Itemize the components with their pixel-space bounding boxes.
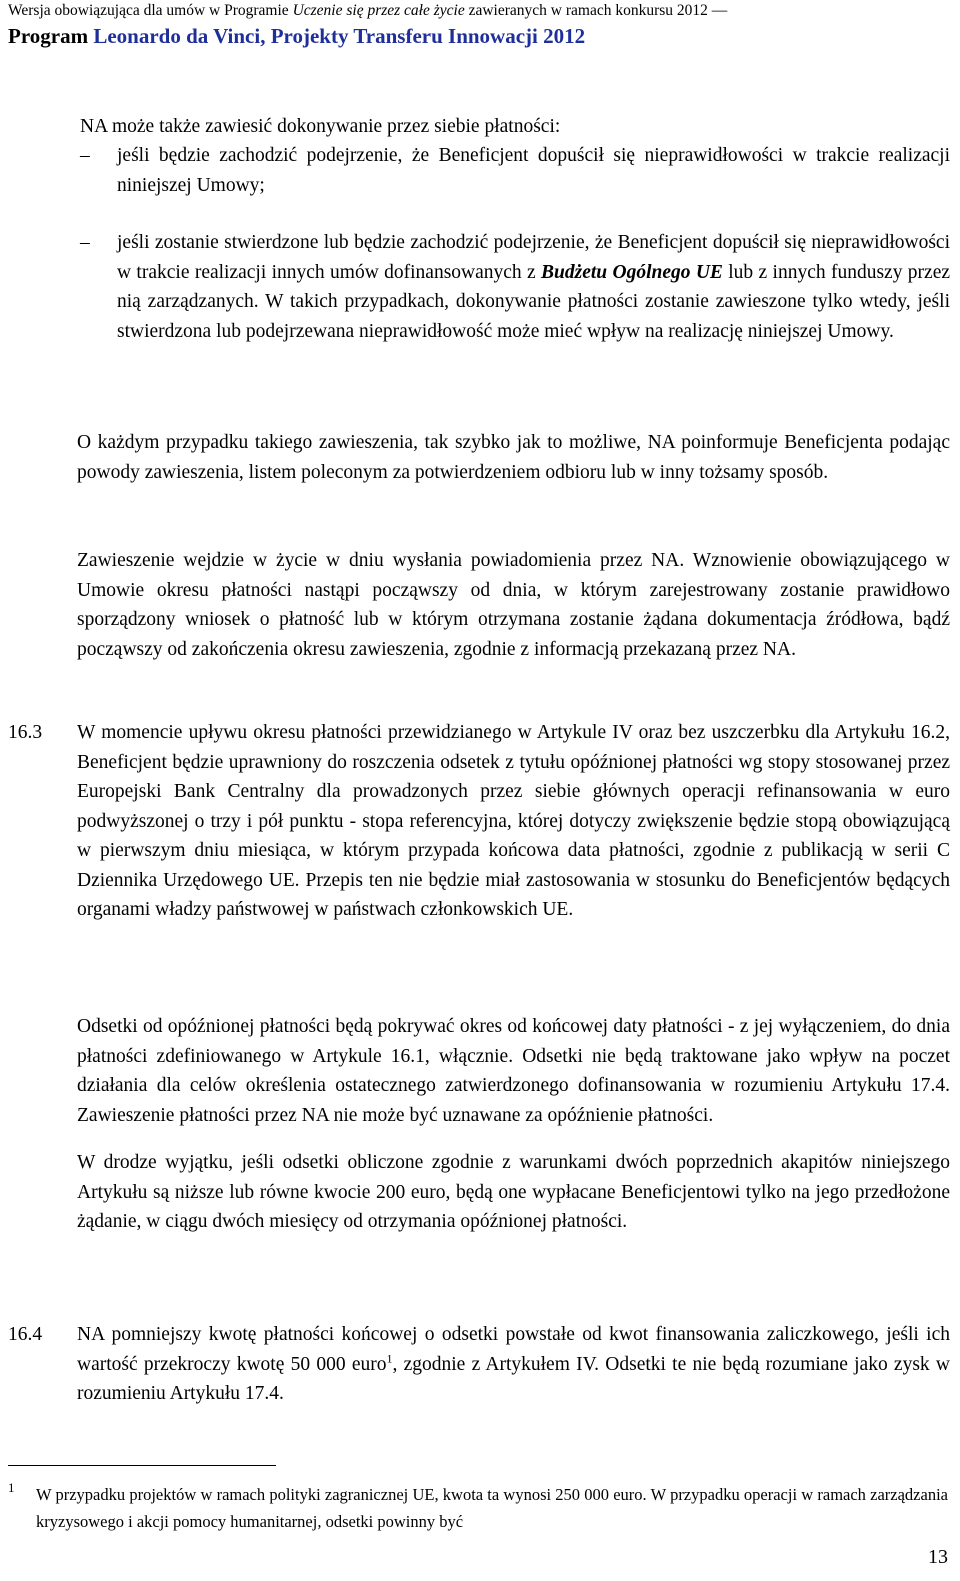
section-16-3-text: W momencie upływu okresu płatności przewidzianego w Artykule IV oraz bez uszczerbku dla Artykułu 16.2, Beneficjent będzie uprawniony do roszczenia odsetek z tytułu opóźnionej płatności wg stopy stosowanej przez Europejski Bank Centralny dla prowadzonych przez siebie głównych operacji refinansowania w euro podwyższonej o trzy i pół punktu - stopa referencyjna, której dotyczy zwiększenie będzie stopą obowiązującą w pierwszym dniu miesiąca, w którym przypada końcowa data płatności, zgodnie z publikacją w serii C Dziennika Urzędowego UE. Przepis ten nie będzie miał zastosowania w stosunku do Beneficjentów będących organami władzy państwowej w państwach członkowskich UE.	[77, 722, 950, 920]
paragraph-suspension: Zawieszenie wejdzie w życie w dniu wysłania powiadomienia przez NA. Wznowienie obowiązującego w Umowie okresu płatności nastąpi począwszy od dnia, w którym zarejestrowany zostanie prawidłowo sporządzony wniosek o płatność lub w którym otrzymana zostanie żądana dokumentacja źródłowa, bądź począwszy od zakończenia okresu zawieszenia, zgodnie z informacją przekazaną przez NA.	[77, 550, 950, 660]
bullet-dash: –	[80, 232, 90, 253]
paragraph-intro: NA może także zawiesić dokonywanie przez siebie płatności:	[80, 116, 561, 137]
section-number-16-4: 16.4	[8, 1324, 43, 1345]
document-header	[8, 0, 952, 50]
page-number: 13	[928, 1546, 948, 1568]
section-16-4-text	[77, 1320, 950, 1409]
bullet-2-budget-name: Budżetu Ogólnego UE	[541, 261, 723, 283]
section-16-4-text-a: NA pomniejszy kwotę płatności końcowej o odsetki powstałe od kwot finansowania zaliczkowego, jeśli ich wartość przekroczy kwotę 50 000 euro	[77, 1324, 950, 1375]
footnote-reference: 1	[386, 1351, 393, 1365]
bullet-item-2	[117, 228, 950, 346]
header-program-name: Uczenie się przez całe życie	[292, 2, 465, 19]
header-program-prefix: Program	[8, 24, 94, 48]
bullet-2-text-cont: lub z innych funduszy przez nią zarządzanych. W takich przypadkach, dokonywanie płatności zostanie zawieszone tylko wtedy, jeśli stwierdzona lub podejrzewana nieprawidłowość może mieć wpływ na realizację niniejszej Umowy.	[117, 261, 950, 342]
header-program-line	[8, 22, 952, 50]
footnote-mark: 1	[8, 1480, 15, 1495]
paragraph-exception: W drodze wyjątku, jeśli odsetki obliczone zgodnie z warunkami dwóch poprzednich akapitów niniejszego Artykułu są niższe lub równe kwocie 200 euro, będą one wypłacane Beneficjentowi tylko na jego przedłożone żądanie, w ciągu dwóch miesięcy od otrzymania opóźnionej płatności.	[77, 1152, 950, 1232]
bullet-dash: –	[80, 145, 90, 166]
header-version-line: Wersja obowiązująca dla umów w Programie Uczenie się przez całe życie zawieranych w ramach konkursu 2012 ―	[8, 2, 728, 19]
bullet-item-1: jeśli będzie zachodzić podejrzenie, że Beneficjent dopuścił się nieprawidłowości w trakcie realizacji niniejszej Umowy;	[117, 145, 950, 196]
paragraph-notification: O każdym przypadku takiego zawieszenia, tak szybko jak to możliwe, NA poinformuje Beneficjenta podając powody zawieszenia, listem poleconym za potwierdzeniem odbioru lub w inny tożsamy sposób.	[77, 432, 950, 483]
section-number-16-3: 16.3	[8, 722, 43, 743]
paragraph-interest: Odsetki od opóźnionej płatności będą pokrywać okres od końcowej daty płatności - z jej wyłączeniem, do dnia płatności zdefiniowanego w Artykule 16.1, włącznie. Odsetki nie będą traktowane jako wpływ na poczet działania dla celów określenia ostatecznego zatwierdzonego dofinansowania w rozumieniu Artykułu 17.4. Zawieszenie płatności przez NA nie może być uznawane za opóźnienie płatności.	[77, 1016, 950, 1126]
footnote-text: W przypadku projektów w ramach polityki zagranicznej UE, kwota ta wynosi 250 000 euro. W przypadku operacji w ramach zarządzania kryzysowego i akcji pomocy humanitarnej, odsetki powinny być	[36, 1485, 948, 1531]
footnote-separator	[8, 1465, 276, 1466]
section-16-4-text-b: , zgodnie z Artykułem IV. Odsetki te nie będą rozumiane jako zysk w rozumieniu Artykułu 17.4.	[77, 1353, 950, 1404]
header-text: Wersja obowiązująca dla umów w Programie	[8, 2, 293, 19]
header-text-end: zawieranych w ramach konkursu 2012	[464, 2, 712, 19]
header-program-title: Leonardo da Vinci, Projekty Transferu Innowacji 2012	[93, 24, 586, 48]
bullet-2-text: jeśli zostanie stwierdzone lub będzie zachodzić podejrzenie, że Beneficjent dopuścił się nieprawidłowości w trakcie realizacji innych umów dofinansowanych z	[117, 232, 950, 283]
